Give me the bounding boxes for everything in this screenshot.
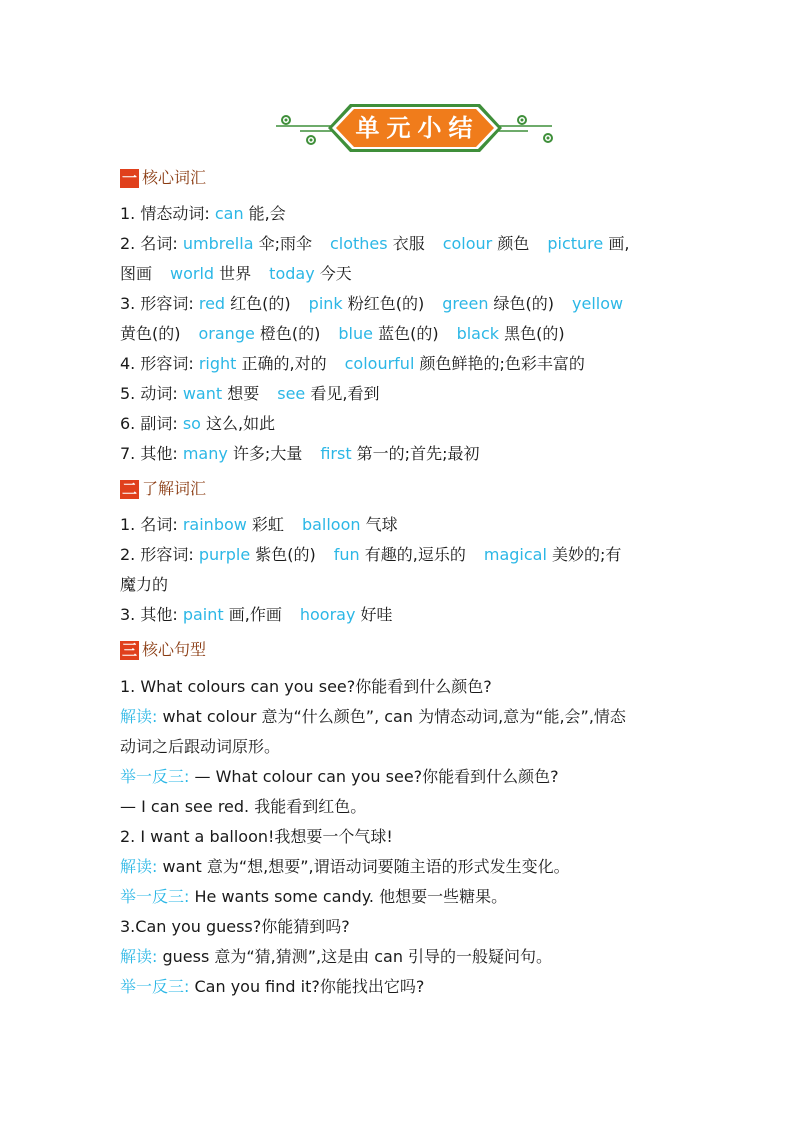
extra-vocab-line-2: 2. 形容词: purple 紫色(的) fun 有趣的,逗乐的 magical 美妙的;有: [120, 545, 622, 564]
section-number-badge: 三: [121, 640, 137, 659]
section-header-core-vocab: [120, 166, 206, 190]
banner-title: 单元小结: [355, 114, 480, 142]
sentence-1-explanation-cont: 动词之后跟动词原形。: [120, 737, 281, 756]
core-vocab-line-3: 3. 形容词: red 红色(的) pink 粉红色(的) green 绿色(的) yellow: [120, 294, 624, 313]
core-vocab-line-2b: 图画 world 世界 today 今天: [120, 264, 352, 283]
section-title: 核心词汇: [142, 168, 207, 187]
sentence-1-example-answer: — I can see red. 我能看到红色。: [120, 797, 367, 816]
core-vocab-line-3b: 黄色(的) orange 橙色(的) blue 蓝色(的) black 黑色(的): [120, 324, 565, 343]
sentence-1-explanation: 解读: what colour 意为“什么颜色”, can 为情态动词,意为“能,会”,情态: [120, 707, 626, 726]
extra-vocab-line-3: 3. 其他: paint 画,作画 hooray 好哇: [120, 605, 393, 624]
extra-vocab-line-2b: 魔力的: [120, 575, 169, 594]
section-header-extra-vocab: [120, 477, 206, 501]
extra-vocab-line-1: 1. 名词: rainbow 彩虹 balloon 气球: [120, 515, 398, 534]
core-vocab-line-2: 2. 名词: umbrella 伞;雨伞 clothes 衣服 colour 颜色 picture 画,: [120, 234, 630, 253]
sentence-1-example: 举一反三: — What colour can you see?你能看到什么颜色?: [120, 767, 559, 786]
sentence-2: 2. I want a balloon!我想要一个气球!: [120, 827, 393, 846]
core-vocab-line-1: 1. 情态动词: can 能,会: [120, 204, 286, 223]
sentence-3-example: 举一反三: Can you find it?你能找出它吗?: [120, 977, 425, 996]
section-title: 了解词汇: [142, 479, 207, 498]
core-vocab-line-7: 7. 其他: many 许多;大量 first 第一的;首先;最初: [120, 444, 480, 463]
core-vocab-line-6: 6. 副词: so 这么,如此: [120, 414, 276, 433]
sentence-3: 3.Can you guess?你能猜到吗?: [120, 917, 350, 936]
core-vocab-line-5: 5. 动词: want 想要 see 看见,看到: [120, 384, 380, 403]
core-vocab-line-4: 4. 形容词: right 正确的,对的 colourful 颜色鲜艳的;色彩丰富的: [120, 354, 585, 373]
sentence-3-explanation: 解读: guess 意为“猜,猜测”,这是由 can 引导的一般疑问句。: [120, 947, 553, 966]
section-title: 核心句型: [142, 640, 207, 659]
section-number-badge: 一: [121, 168, 137, 187]
sentence-2-example: 举一反三: He wants some candy. 他想要一些糖果。: [120, 887, 508, 906]
title-banner: [272, 100, 556, 156]
sentence-1: 1. What colours can you see?你能看到什么颜色?: [120, 677, 492, 696]
section-number-badge: 二: [121, 479, 137, 498]
section-header-core-sentences: [120, 638, 206, 662]
sentence-2-explanation: 解读: want 意为“想,想要”,谓语动词要随主语的形式发生变化。: [120, 857, 570, 876]
